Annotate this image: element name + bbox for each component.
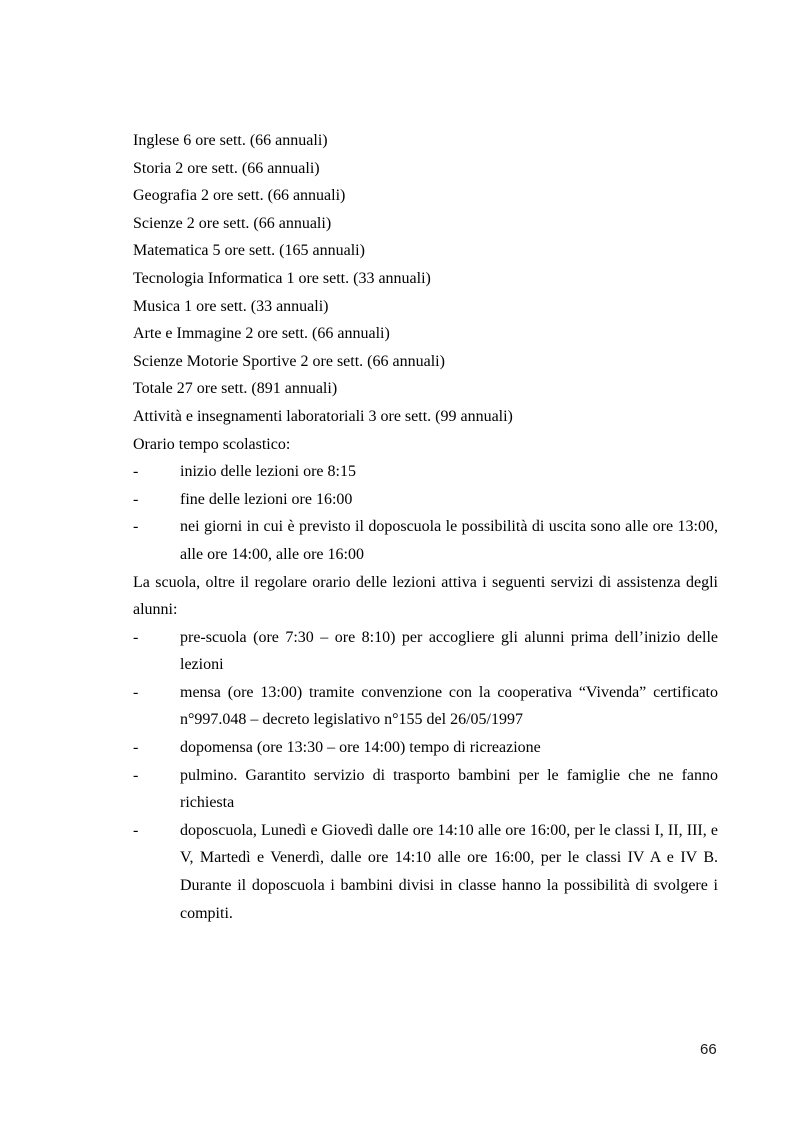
page-number: 66 <box>700 1041 717 1058</box>
list-item <box>133 513 718 568</box>
subject-line: Musica 1 ore sett. (33 annuali) <box>133 297 329 315</box>
subject-line: Attività e insegnamenti laboratoriali 3 ore sett. (99 annuali) <box>133 407 513 425</box>
subject-line: Inglese 6 ore sett. (66 annuali) <box>133 132 328 149</box>
paragraph-services-intro: La scuola, oltre il regolare orario delle lezioni attiva i seguenti servizi di assistenza degli alunni: <box>133 573 718 619</box>
subject-line: Storia 2 ore sett. (66 annuali) <box>133 159 320 177</box>
bullet-dash: - <box>133 628 139 646</box>
list-item <box>133 486 718 514</box>
list-item-text: fine delle lezioni ore 16:00 <box>180 490 353 508</box>
subject-line: Tecnologia Informatica 1 ore sett. (33 annuali) <box>133 269 431 287</box>
list-item-text: nei giorni in cui è previsto il doposcuola le possibilità di uscita sono alle ore 13:00, alle ore 14:00, alle ore 16:00 <box>180 518 718 563</box>
list-item-text: mensa (ore 13:00) tramite convenzione con la cooperativa “Vivenda” certificato n°997.048 – decreto legislativo n°155 del 26/05/1997 <box>180 683 718 729</box>
list-item-text: pre-scuola (ore 7:30 – ore 8:10) per accogliere gli alunni prima dell’inizio delle lezioni <box>180 628 718 674</box>
page-body <box>133 127 718 927</box>
list-item <box>133 624 718 679</box>
subject-line: Arte e Immagine 2 ore sett. (66 annuali) <box>133 325 390 343</box>
list-item <box>133 762 718 817</box>
subject-line: Scienze Motorie Sportive 2 ore sett. (66 annuali) <box>133 352 445 370</box>
bullet-dash: - <box>133 490 139 508</box>
section-heading: Orario tempo scolastico: <box>133 435 291 453</box>
list-item-text: pulmino. Garantito servizio di trasporto bambini per le famiglie che ne fanno richiesta <box>180 766 718 812</box>
list-item-text: inizio delle lezioni ore 8:15 <box>180 463 356 481</box>
subject-line: Totale 27 ore sett. (891 annuali) <box>133 380 338 398</box>
list-item <box>133 458 718 486</box>
list-item-text: dopomensa (ore 13:30 – ore 14:00) tempo di ricreazione <box>180 739 541 757</box>
list-item <box>133 734 718 762</box>
list-item-text: doposcuola, Lunedì e Giovedì dalle ore 14:10 alle ore 16:00, per le classi I, II, III, e V, Martedì e Venerdì, dalle ore 14:10 alle ore 16:00, per le classi IV A e IV B. Durante il doposcuola i bambini divisi in classe hanno la possibilità di svolgere i compiti. <box>180 821 718 922</box>
subject-line: Matematica 5 ore sett. (165 annuali) <box>133 242 365 260</box>
bullet-dash: - <box>133 518 139 536</box>
bullet-dash: - <box>133 766 139 784</box>
list-item <box>133 679 718 734</box>
list-item <box>133 817 718 927</box>
subject-line: Geografia 2 ore sett. (66 annuali) <box>133 187 346 205</box>
bullet-dash: - <box>133 739 139 757</box>
bullet-dash: - <box>133 463 139 481</box>
bullet-dash: - <box>133 821 139 839</box>
subject-line: Scienze 2 ore sett. (66 annuali) <box>133 214 332 232</box>
bullet-dash: - <box>133 683 139 701</box>
